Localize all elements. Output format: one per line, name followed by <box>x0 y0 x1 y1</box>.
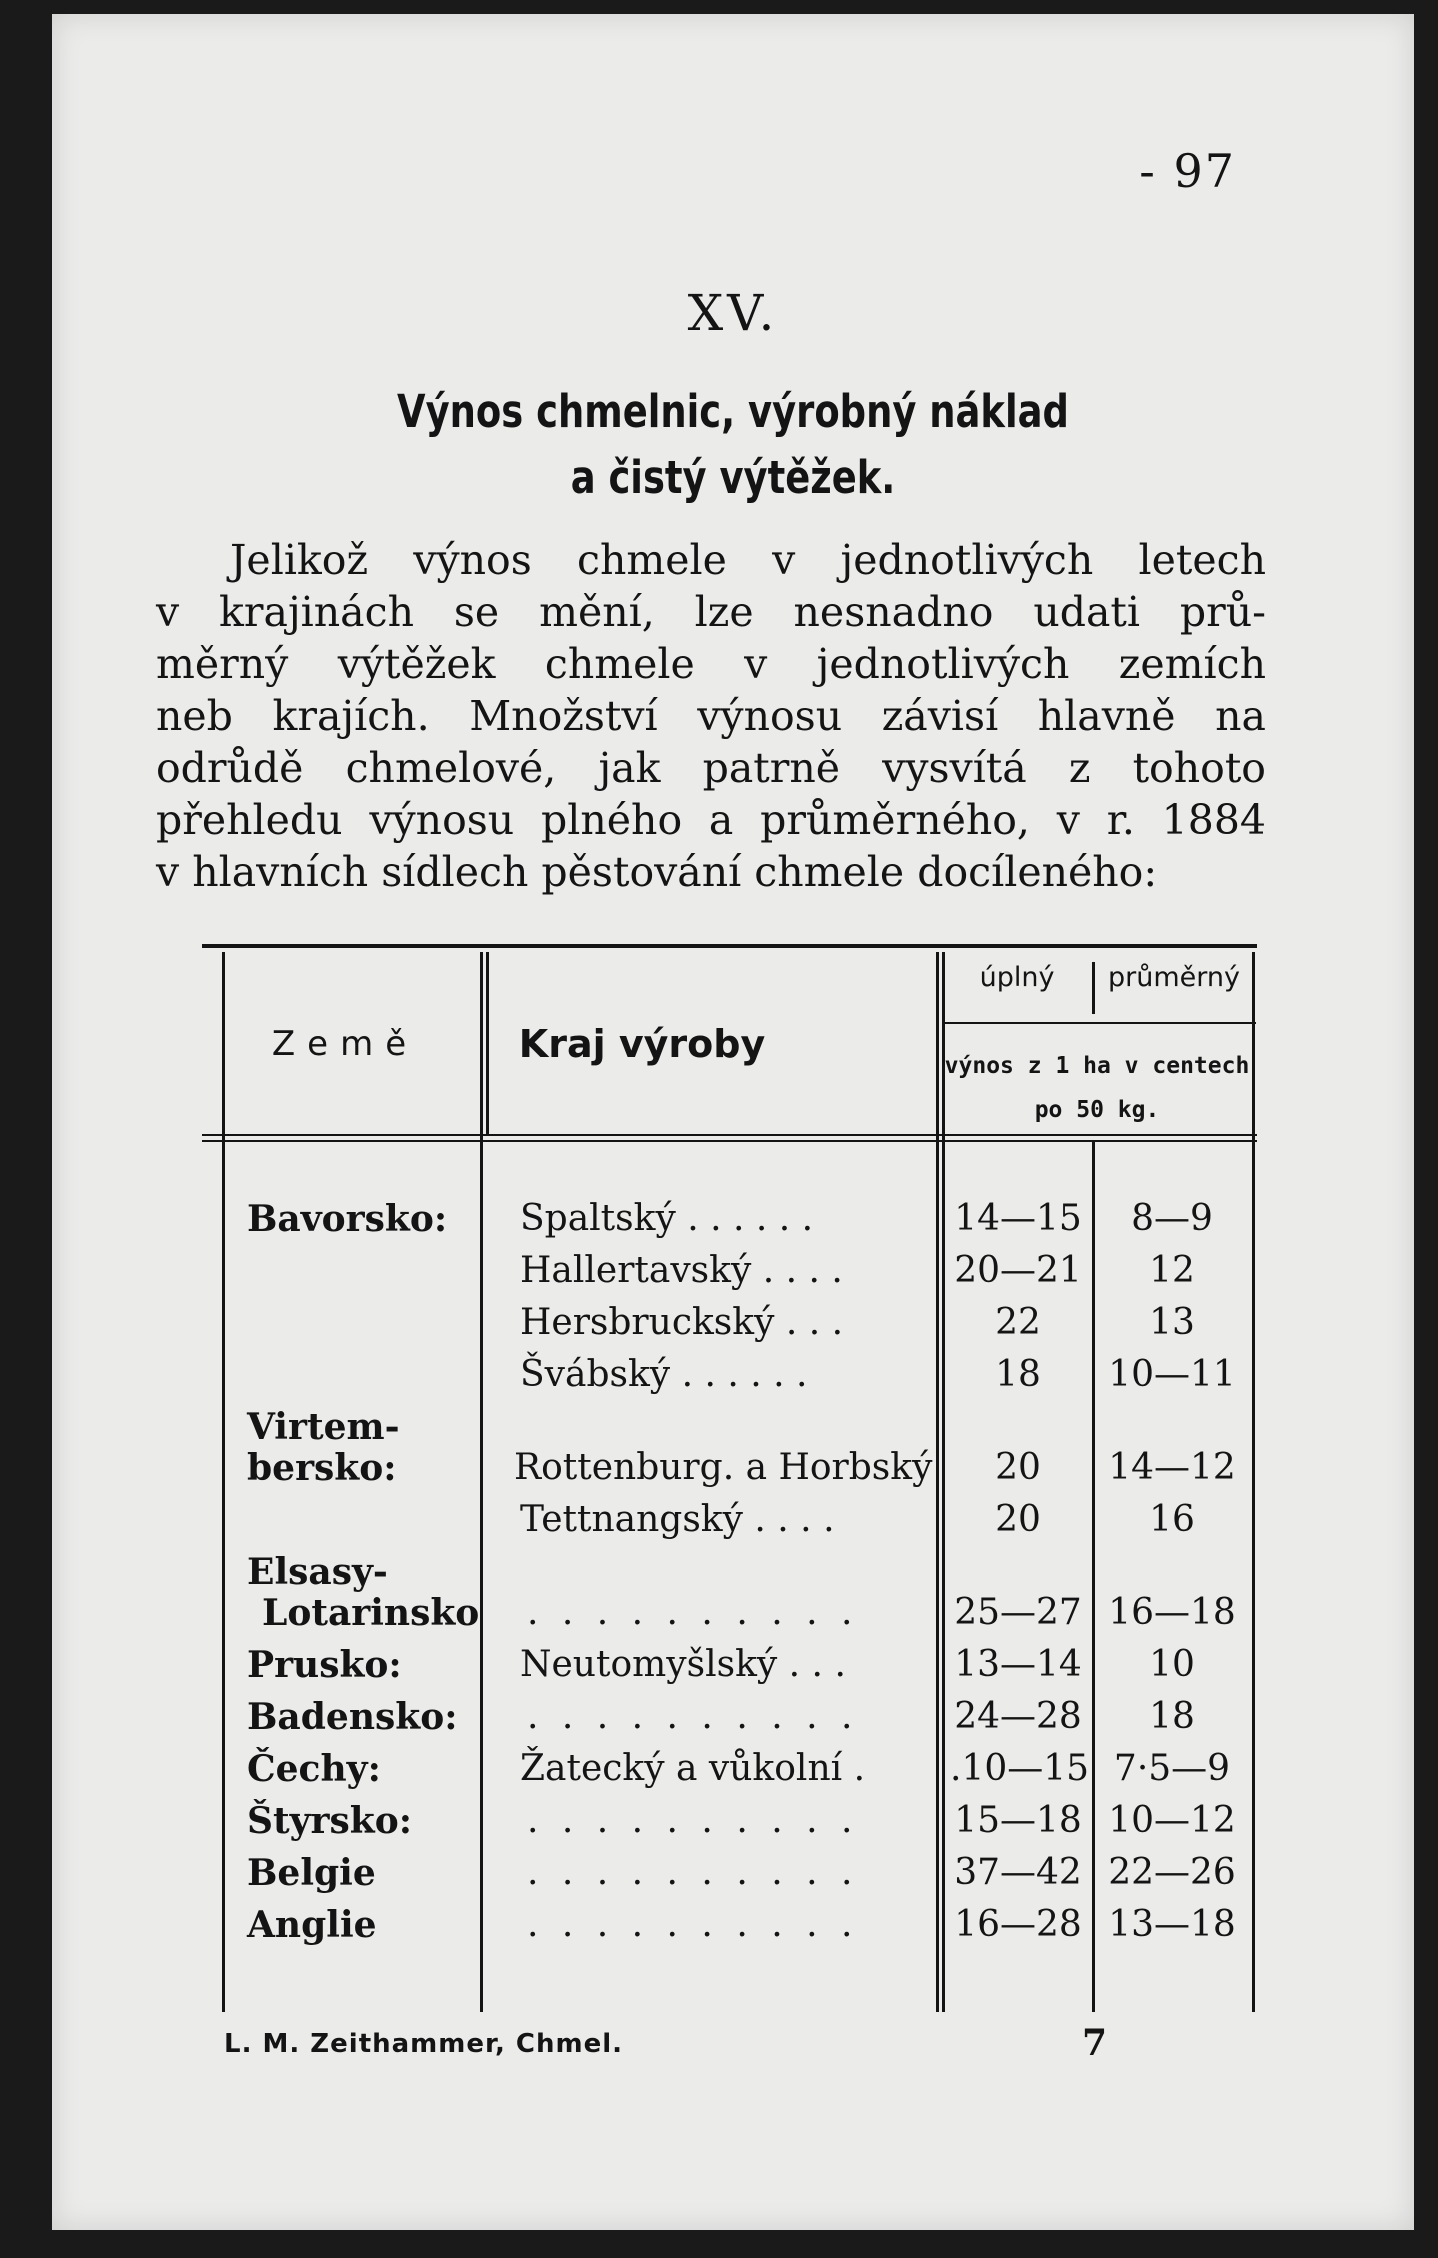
cell-country: Štyrsko: <box>247 1800 413 1842</box>
intro-line: neb krajích. Množství výnosu závisí hlavně na <box>156 692 1266 740</box>
table-row <box>202 1592 1257 1644</box>
cell-country: bersko: <box>247 1447 397 1489</box>
cell-region: . . . . . . . . . . <box>527 1904 859 1945</box>
table-row <box>202 1748 1257 1800</box>
cell-region: Neutomyšlský . . . <box>520 1644 846 1685</box>
cell-full-yield: 20—21 <box>954 1250 1082 1291</box>
cell-region: . . . . . . . . . . <box>527 1852 859 1893</box>
cell-region: Hersbruckský . . . <box>520 1302 844 1343</box>
cell-country: Elsasy- <box>247 1551 388 1593</box>
table-row <box>202 1852 1257 1904</box>
cell-full-yield: 15—18 <box>954 1800 1082 1841</box>
header-yield-unit-line: po 50 kg. <box>1034 1097 1160 1123</box>
table-row <box>202 1302 1257 1354</box>
cell-country: Belgie <box>247 1852 376 1894</box>
cell-full-yield: 18 <box>995 1354 1041 1395</box>
cell-region: Tettnangský . . . . <box>520 1499 835 1540</box>
table-row <box>202 1904 1257 1956</box>
cell-average-yield: 16—18 <box>1108 1592 1236 1633</box>
cell-full-yield: 22 <box>995 1302 1041 1343</box>
intro-line: v krajinách se mění, lze nesnadno udati prů- <box>156 588 1266 636</box>
cell-country: Virtem- <box>247 1406 400 1448</box>
table-row <box>202 1198 1257 1250</box>
header-yield-unit <box>944 1044 1250 1132</box>
cell-country: Lotarinsko <box>262 1592 480 1634</box>
chapter-number: XV. <box>687 284 779 342</box>
intro-paragraph <box>156 534 1266 898</box>
intro-line: v hlavních sídlech pěstování chmele docíleného: <box>156 848 1158 896</box>
table-row <box>202 1447 1257 1499</box>
cell-full-yield: 20 <box>995 1499 1041 1540</box>
cell-full-yield: 16—28 <box>954 1904 1082 1945</box>
title-line: Výnos chmelnic, výrobný náklad <box>397 385 1069 438</box>
cell-country: Čechy: <box>247 1748 381 1790</box>
header-region: Kraj výroby <box>518 1022 766 1066</box>
cell-country: Bavorsko: <box>247 1198 448 1240</box>
yield-subheader-rule <box>944 1022 1256 1024</box>
page-number: - 97 <box>1139 144 1236 198</box>
cell-average-yield: 10 <box>1149 1644 1195 1685</box>
title-line: a čistý výtěžek. <box>570 451 896 504</box>
header-yield-unit-line: výnos z 1 ha v centech <box>944 1053 1250 1079</box>
cell-full-yield: 13—14 <box>954 1644 1082 1685</box>
cell-average-yield: 14—12 <box>1108 1447 1236 1488</box>
intro-line: odrůdě chmelové, jak patrně vysvítá z tohoto <box>156 744 1266 792</box>
cell-average-yield: 13 <box>1149 1302 1195 1343</box>
cell-region: Švábský . . . . . . <box>520 1354 808 1395</box>
header-full-yield: úplný <box>979 962 1055 993</box>
book-page <box>52 14 1414 2230</box>
cell-country: Prusko: <box>247 1644 402 1686</box>
header-average-yield: průměrný <box>1108 962 1240 993</box>
cell-average-yield: 12 <box>1149 1250 1195 1291</box>
chapter-title <box>175 379 1292 511</box>
cell-average-yield: 10—12 <box>1108 1800 1236 1841</box>
intro-line: přehledu výnosu plného a průměrného, v r. 1884 <box>156 796 1266 844</box>
table-row <box>202 1800 1257 1852</box>
cell-full-yield: 37—42 <box>954 1852 1082 1893</box>
table-row <box>202 1696 1257 1748</box>
cell-average-yield: 22—26 <box>1108 1852 1236 1893</box>
cell-country: Anglie <box>247 1904 377 1946</box>
footer-author: L. M. Zeithammer, Chmel. <box>224 2029 624 2059</box>
cell-average-yield: 13—18 <box>1108 1904 1236 1945</box>
cell-region: . . . . . . . . . . <box>527 1696 859 1737</box>
cell-average-yield: 16 <box>1149 1499 1195 1540</box>
cell-region: Žatecký a vůkolní . <box>520 1748 866 1789</box>
table-header-rule <box>202 1140 1257 1142</box>
cell-region: . . . . . . . . . . <box>527 1800 859 1841</box>
header-country: Země <box>271 1024 419 1064</box>
cell-average-yield: 10—11 <box>1108 1354 1236 1395</box>
cell-average-yield: 8—9 <box>1131 1198 1213 1239</box>
cell-full-yield: 14—15 <box>954 1198 1082 1239</box>
cell-region: Hallertavský . . . . <box>520 1250 843 1291</box>
table-row <box>202 1644 1257 1696</box>
cell-average-yield: 7·5—9 <box>1113 1748 1231 1789</box>
yield-table <box>202 944 1257 2014</box>
cell-region: Rottenburg. a Horbský <box>514 1447 933 1488</box>
cell-region: . . . . . . . . . . <box>527 1592 859 1633</box>
cell-average-yield: 18 <box>1149 1696 1195 1737</box>
cell-full-yield: .10—15 <box>950 1748 1090 1789</box>
cell-full-yield: 25—27 <box>954 1592 1082 1633</box>
table-header-rule <box>202 1134 1257 1136</box>
cell-region: Spaltský . . . . . . <box>520 1198 814 1239</box>
table-top-rule <box>202 944 1257 948</box>
table-column-rule <box>1092 962 1095 1014</box>
cell-full-yield: 24—28 <box>954 1696 1082 1737</box>
cell-country: Badensko: <box>247 1696 458 1738</box>
table-row <box>202 1250 1257 1302</box>
intro-line: měrný výtěžek chmele v jednotlivých zemích <box>156 640 1266 688</box>
footer-signature: 7 <box>1082 2022 1108 2064</box>
cell-full-yield: 20 <box>995 1447 1041 1488</box>
table-row <box>202 1499 1257 1551</box>
intro-line: Jelikož výnos chmele v jednotlivých letech <box>230 536 1266 584</box>
table-row <box>202 1354 1257 1406</box>
